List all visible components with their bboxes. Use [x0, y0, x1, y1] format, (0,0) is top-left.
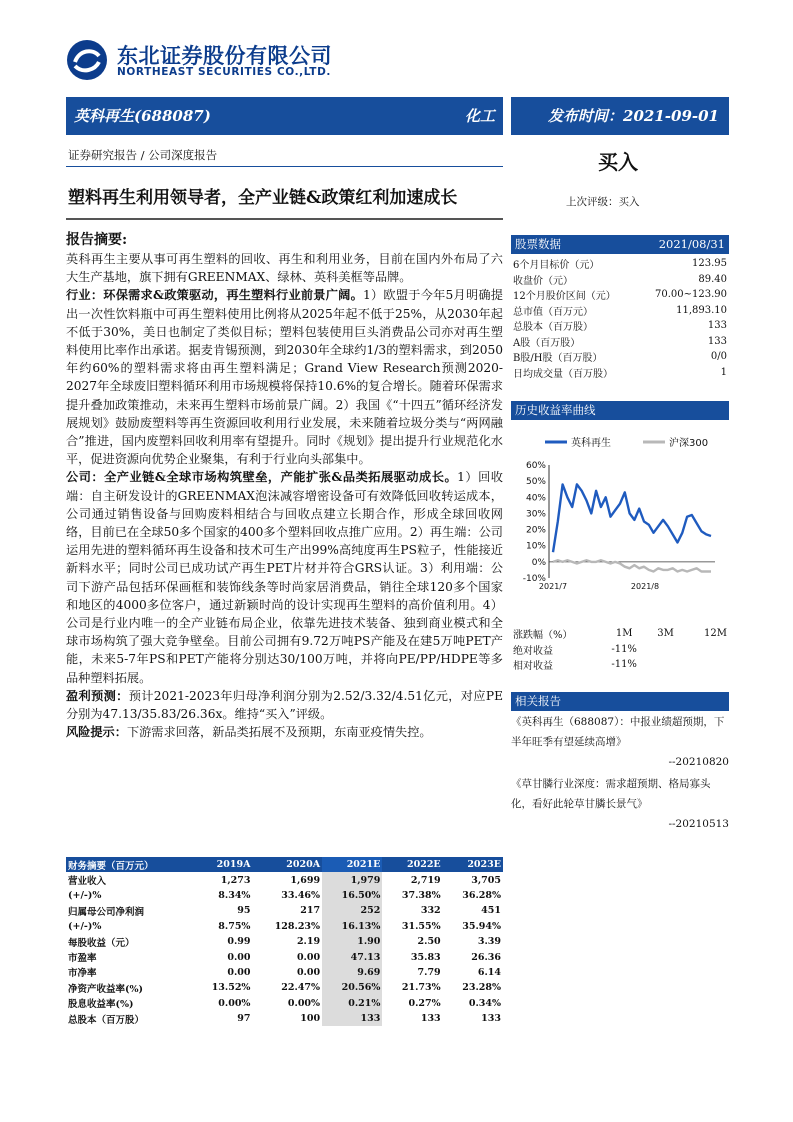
financial-summary-table [66, 857, 503, 1026]
financial-table-row [66, 996, 503, 1011]
financial-cell: 2.19 [296, 936, 321, 948]
financial-cell: 133 [420, 1013, 441, 1025]
stock-name: 英科再生(688087) [74, 107, 211, 125]
forecast-text: 预计2021-2023年归母净利润分别为2.52/3.32/4.51亿元，对应PE分别为47.13/35.83/26.36x。维持“买入”评级。 [66, 688, 503, 722]
financial-table-row [66, 980, 503, 995]
company-name-cn: 东北证券股份有限公司 [117, 44, 332, 68]
market-data-label: 12个月股价区间（元） [513, 291, 616, 303]
financial-row-label: 每股收益（元） [68, 937, 135, 949]
market-data-value: 70.00~123.90 [655, 289, 727, 301]
company-text: 1）回收端：自主研发设计的GREENMAX泡沫减容增密设备可有效降低回收转运成本，公司通过销售设备与回购废料相结合与回收点建立长期合作，形成全球回收网络，目前已在全球50多个国家的400多个塑料回收点推广应用。2）再生端：公司运用先进的塑料循环再生设备和技术可生产出99%高纯度再生PS粒子，性能接近新料水平；同时公司已成功试产再生PET片材并符合GRS认证。3）利用端：公司下游产品包括环保画框和装饰线条等时尚家居消费品，销往全球120多个国家和地区的4000多位客户，通过新颖时尚的设计实现再生塑料的高价值利用。4）公司是行业内唯一的全产业链布局企业，依靠先进技术装备、独到商业模式和全球市场构筑了强大竞争壁垒。目前公司拥有9.72万吨PS产能及在建5万吨PET产能，未来5-7年PS和PET产能将分别达30/100万吨，并将向PE/PP/HDPE等多品种塑料拓展。 [66, 470, 503, 685]
summary-para-3 [66, 468, 503, 686]
financial-cell: 37.38% [401, 889, 441, 901]
financial-cell: 1,979 [322, 872, 382, 887]
financial-cell: 2,719 [410, 874, 441, 886]
y-tick-label: 60% [525, 461, 546, 471]
financial-cell: 8.34% [218, 889, 251, 901]
financial-cell: 0.27% [408, 997, 441, 1009]
industry-heading: 行业：环保需求&政策驱动，再生塑料行业前景广阔。 [66, 288, 363, 303]
summary-body [66, 250, 503, 741]
financial-cell: 332 [420, 905, 441, 917]
market-data-row [513, 272, 727, 288]
market-data-value: 0/0 [710, 351, 727, 363]
financial-table-row [66, 1011, 503, 1026]
financial-cell: 95 [237, 905, 251, 917]
market-data-label: A股（百万股） [513, 337, 581, 349]
related-reports-title: 相关报告 [515, 694, 561, 708]
y-tick-label: 30% [525, 509, 546, 520]
financial-cell: 451 [481, 905, 501, 917]
financial-row-label: 股息收益率(%) [68, 999, 134, 1011]
financial-table-row [66, 934, 503, 949]
y-tick-label: 0% [531, 557, 546, 568]
financial-cell: 133 [481, 1013, 501, 1025]
financial-cell: 2.50 [417, 936, 441, 948]
financial-header-year: 2023E [443, 857, 503, 872]
y-tick-label: -10% [522, 574, 546, 584]
financial-table-header [66, 857, 503, 872]
market-data-value: 133 [707, 335, 727, 347]
summary-heading: 报告摘要: [66, 232, 128, 248]
return-chart-header [511, 401, 729, 420]
related-report-date: --20210820 [668, 756, 729, 768]
financial-cell: 33.46% [281, 889, 321, 901]
financial-table-row [66, 949, 503, 964]
market-data-value: 11,893.10 [676, 304, 727, 316]
financial-cell: 0.99 [227, 936, 251, 948]
financial-cell: 0.00 [296, 951, 321, 963]
industry-label: 化工 [464, 107, 495, 125]
financial-table-row [66, 872, 503, 887]
related-report-link[interactable]: 《英科再生（688087）：中报业绩超预期，下半年旺季有望延续高增》 [511, 716, 725, 748]
market-data-label: 总市值（百万元） [513, 306, 593, 318]
financial-row-label: 归属母公司净利润 [68, 906, 145, 918]
market-data-row [513, 256, 727, 272]
related-report-link[interactable]: 《草甘膦行业深度：需求超预期、格局寡头化，看好此轮草甘膦长景气》 [511, 778, 711, 810]
related-reports-list [511, 712, 729, 834]
report-title: 塑料再生利用领导者，全产业链&政策红利加速成长 [68, 188, 458, 208]
risk-heading: 风险提示： [66, 725, 127, 740]
market-data-label: 收盘价（元） [513, 275, 573, 287]
financial-row-label: 净资产收益率(%) [68, 983, 144, 995]
financial-cell: 252 [322, 903, 382, 918]
financial-cell: 100 [300, 1013, 321, 1025]
market-data-value: 133 [707, 320, 727, 332]
legend-label: 英科再生 [571, 438, 611, 449]
market-data-value: 123.95 [692, 258, 727, 270]
financial-cell: 36.28% [462, 889, 501, 901]
financial-cell: 217 [300, 905, 321, 917]
financial-cell: 26.36 [471, 951, 501, 963]
stock-header-bar [66, 97, 503, 135]
market-data-row [513, 334, 727, 350]
summary-para-1: 英科再生主要从事可再生塑料的回收、再生和利用业务，目前在国内外布局了六大生产基地，旗下拥有GREENMAX、绿林、英科美框等品牌。 [66, 252, 503, 285]
industry-text: 1）欧盟于今年5月明确提出一次性饮料瓶中可再生塑料使用比例将从2025年起不低于25%，从2030年起不低于30%，美日也制定了类似目标；塑料包装使用巨头消费品公司亦对再生塑料使用比率作出承诺。据麦肯锡预测，到2030年全球约1/3的塑料需求，到2050年约60%的塑料需求将由再生塑料满足；Grand View Research预测2020-2027年全球废旧塑料循环利用市场规模将保持10.6%的复合增长。随着环保需求提升叠加政策推动，未来再生塑料市场前景广阔。2）我国《“十四五”循环经济发展规划》鼓励废塑料等再生资源回收利用行业发展，未来随着垃圾分类与“两网融合”推进，国内废塑料回收利用率有望提升。同时《规划》提出提升行业规范化水平，促进资源向优势企业聚集，有利于行业向头部集中。 [66, 288, 503, 467]
y-tick-label: 10% [525, 541, 546, 552]
rating: 买入 [598, 150, 638, 174]
divider [66, 166, 503, 167]
financial-cell: 0.00 [296, 966, 321, 978]
return-row-label: 相对收益 [513, 661, 553, 673]
financial-header-title: 财务摘要（百万元） [66, 857, 192, 872]
financial-row-label: 总股本（百万股） [68, 1014, 145, 1026]
company-name-en: NORTHEAST SECURITIES CO.,LTD. [117, 66, 331, 78]
market-data-row [513, 287, 727, 303]
y-tick-label: 20% [525, 525, 546, 536]
financial-cell: 3,705 [471, 874, 501, 886]
financial-row-label: 市盈率 [68, 953, 97, 965]
financial-row-label: (+/-)% [68, 889, 102, 901]
series-line [553, 484, 711, 552]
market-data-row [513, 349, 727, 365]
market-data-label: B股/H股（百万股） [513, 353, 603, 365]
financial-cell: 21.73% [401, 982, 441, 994]
return-header-12m: 12M [704, 628, 727, 640]
return-header-3m: 3M [657, 628, 674, 640]
summary-para-5 [66, 723, 503, 741]
publish-date: 发布时间：2021-09-01 [548, 107, 719, 125]
financial-cell: 35.83 [410, 951, 441, 963]
financial-cell: 0.00 [227, 966, 251, 978]
previous-rating: 上次评级：买入 [566, 196, 640, 208]
return-table-header [513, 626, 727, 642]
financial-cell: 16.13% [322, 919, 382, 934]
financial-table-row [66, 903, 503, 918]
market-data-label: 6个月目标价（元） [513, 260, 600, 272]
financial-cell: 1,699 [290, 874, 321, 886]
return-row-relative [513, 657, 727, 673]
financial-cell: 7.79 [417, 966, 441, 978]
financial-row-label: (+/-)% [68, 920, 102, 932]
return-header-label: 涨跌幅（%） [513, 630, 573, 642]
financial-cell: 0.00% [218, 997, 251, 1009]
risk-text: 下游需求回落，新品类拓展不及预期，东南亚疫情失控。 [126, 725, 432, 740]
market-data-table [513, 256, 727, 380]
return-row-value: -11% [611, 659, 637, 671]
financial-cell: 3.39 [477, 936, 501, 948]
financial-row-label: 营业收入 [68, 876, 107, 888]
financial-table-row [66, 888, 503, 903]
market-data-row [513, 318, 727, 334]
financial-cell: 0.00% [287, 997, 321, 1009]
financial-cell: 0.21% [322, 996, 382, 1011]
financial-header-year: 2022E [382, 857, 442, 872]
x-tick-label: 2021/8 [630, 582, 660, 591]
financial-cell: 0.00 [227, 951, 251, 963]
market-data-label: 日均成交量（百万股） [513, 368, 613, 380]
financial-cell: 8.75% [218, 920, 251, 932]
summary-para-4 [66, 687, 503, 723]
financial-cell: 128.23% [274, 920, 321, 932]
return-table [513, 626, 727, 673]
market-data-label: 总股本（百万股） [513, 322, 593, 334]
financial-cell: 1,273 [220, 874, 251, 886]
financial-cell: 133 [322, 1011, 382, 1026]
financial-table-row [66, 965, 503, 980]
financial-cell: 31.55% [401, 920, 441, 932]
return-chart-title: 历史收益率曲线 [515, 403, 596, 417]
financial-cell: 6.14 [477, 966, 501, 978]
financial-row-label: 市净率 [68, 968, 97, 980]
financial-cell: 35.94% [462, 920, 501, 932]
financial-header-year: 2021E [322, 857, 382, 872]
financial-header-year: 2020A [252, 857, 322, 872]
financial-cell: 97 [237, 1013, 251, 1025]
return-chart [511, 430, 729, 600]
financial-cell: 16.50% [322, 888, 382, 903]
return-header-1m: 1M [615, 628, 633, 640]
market-data-row [513, 303, 727, 319]
market-data-date: 2021/08/31 [658, 237, 725, 251]
financial-cell: 0.34% [468, 997, 501, 1009]
financial-cell: 20.56% [322, 980, 382, 995]
market-data-value: 1 [720, 366, 727, 378]
return-row-absolute [513, 642, 727, 658]
y-tick-label: 50% [525, 477, 546, 488]
publish-header-bar [511, 97, 729, 135]
financial-header-year: 2019A [192, 857, 252, 872]
return-row-label: 绝对收益 [513, 645, 553, 657]
financial-table-row [66, 919, 503, 934]
legend-label: 沪深300 [669, 438, 709, 449]
return-row-value: -11% [611, 643, 637, 655]
financial-cell: 1.90 [322, 934, 382, 949]
financial-cell: 13.52% [211, 982, 251, 994]
forecast-heading: 盈利预测： [66, 688, 129, 703]
company-logo-icon [67, 40, 107, 80]
report-type: 证券研究报告 / 公司深度报告 [68, 148, 218, 162]
financial-cell: 9.69 [322, 965, 382, 980]
related-reports-header [511, 692, 729, 711]
financial-cell: 47.13 [322, 949, 382, 964]
y-tick-label: 40% [525, 493, 546, 504]
market-data-value: 89.40 [698, 273, 727, 285]
market-data-row [513, 365, 727, 381]
financial-cell: 22.47% [281, 982, 321, 994]
market-data-header [511, 235, 729, 254]
x-tick-label: 2021/7 [538, 582, 568, 591]
market-data-title: 股票数据 [515, 237, 561, 251]
company-heading: 公司：全产业链&全球市场构筑壁垒，产能扩张&品类拓展驱动成长。 [66, 470, 458, 485]
financial-cell: 23.28% [462, 982, 501, 994]
related-report-date: --20210513 [668, 818, 729, 830]
divider [66, 218, 503, 220]
summary-para-2 [66, 286, 503, 468]
